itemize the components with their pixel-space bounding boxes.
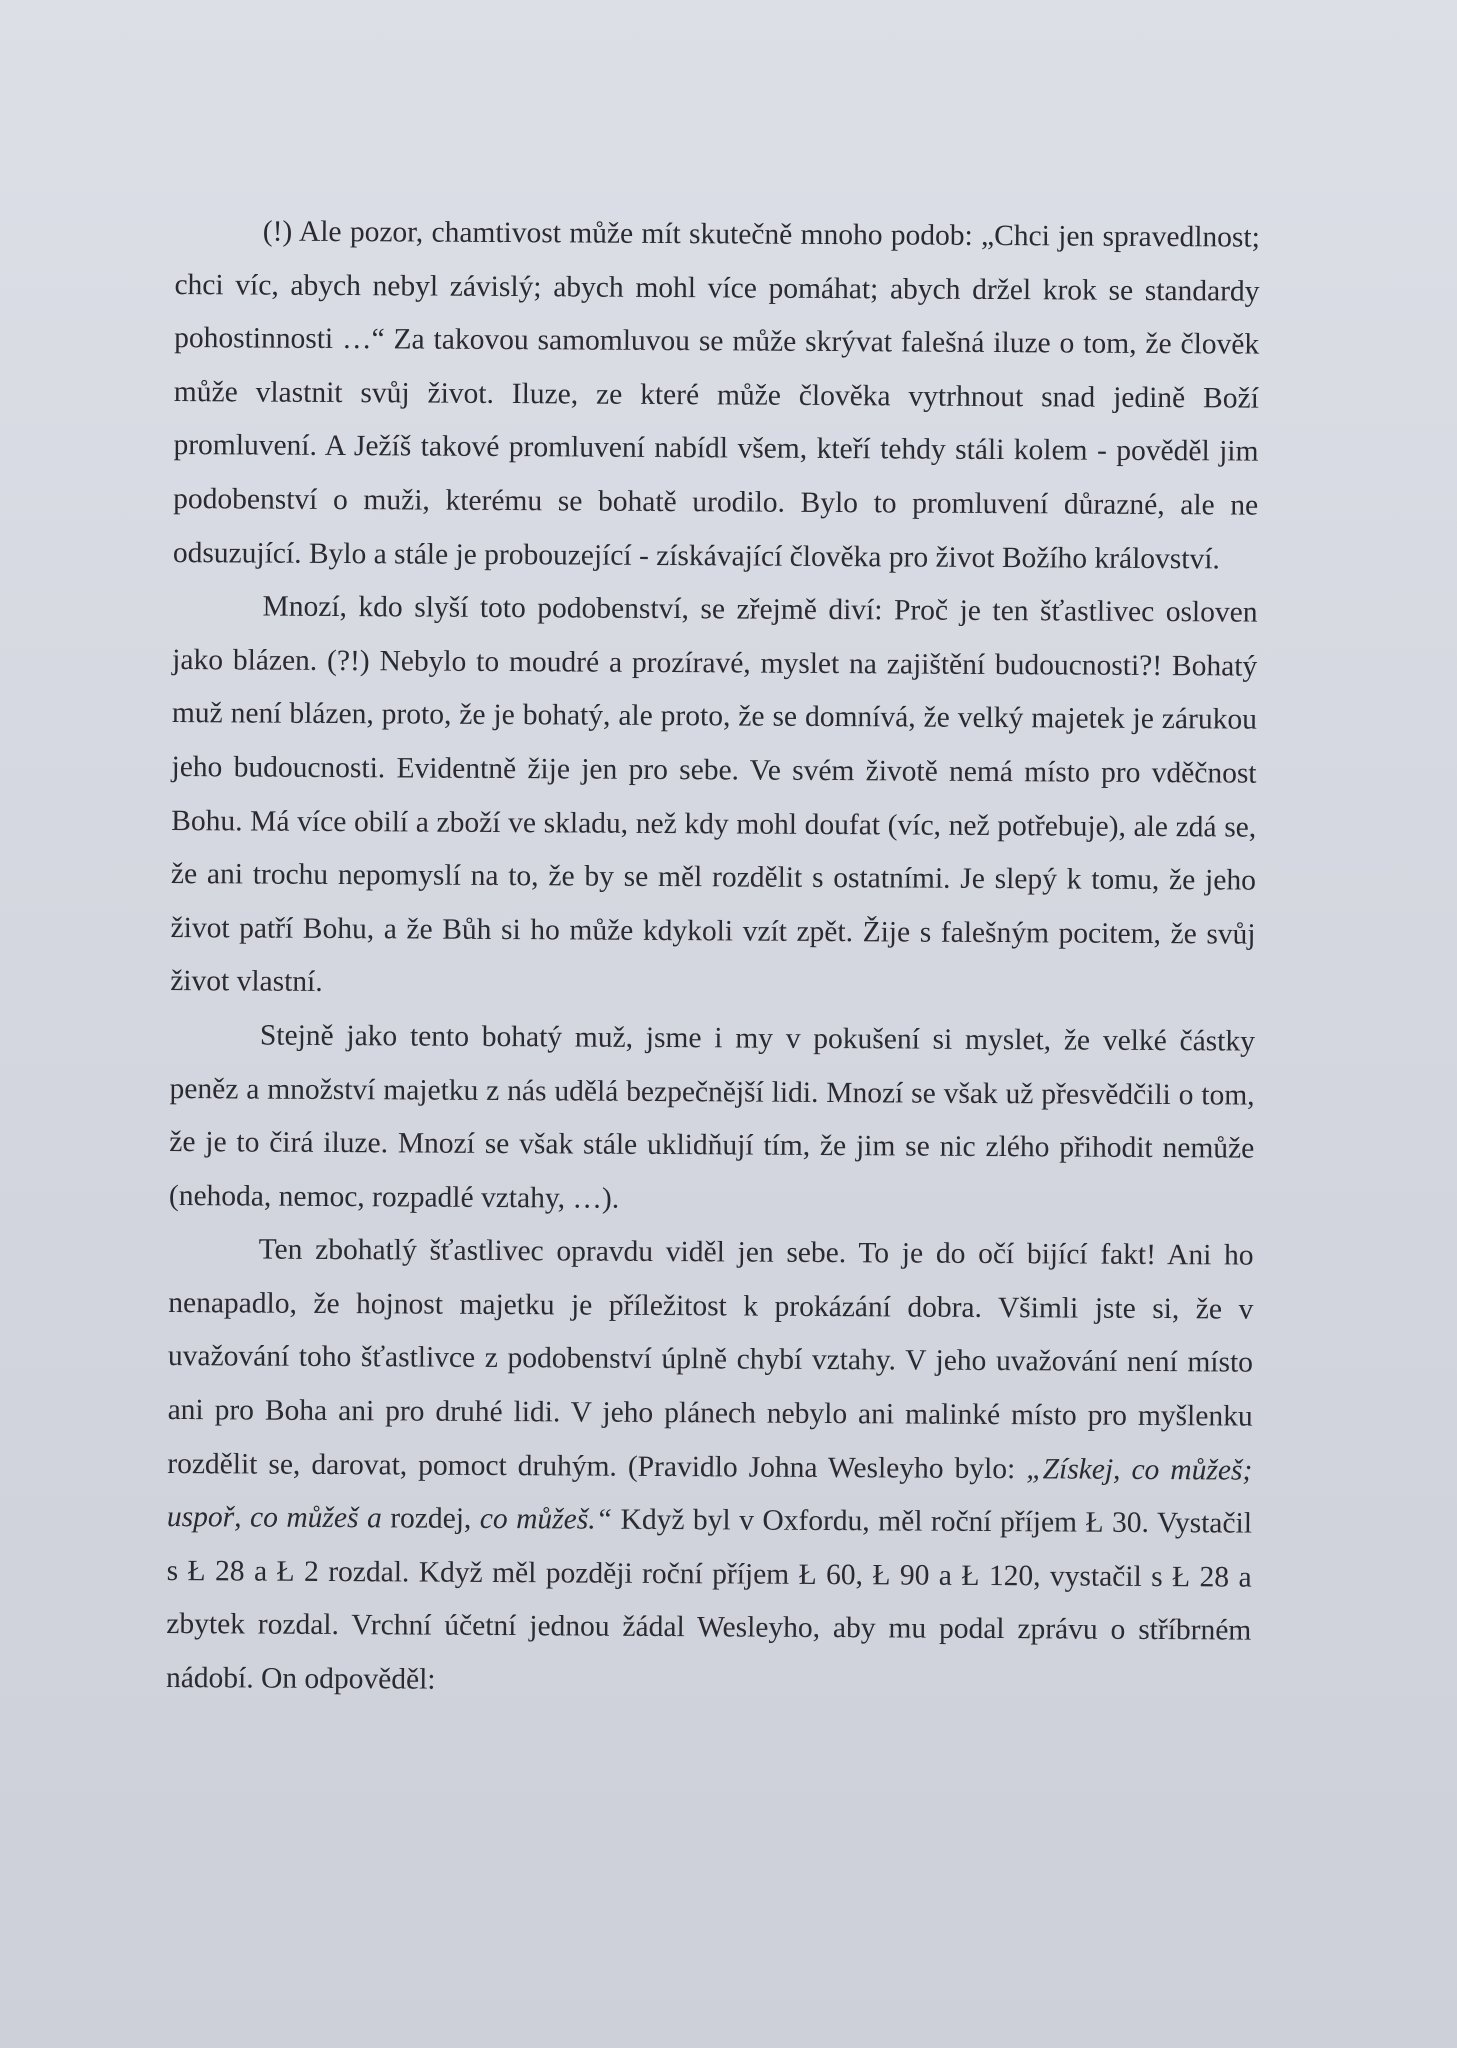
paragraph-1 (173, 205, 1260, 587)
wesley-quote-plain: rozdej, (390, 1502, 480, 1536)
paragraph-3 (169, 1009, 1255, 1230)
paragraph-4-text-a: Ten zbohatlý šťastlivec opravdu viděl jen sebe. To je do očí bijící fakt! Ani ho nenapadlo, že hojnost majetku je příležitost k prokázání dobra. Všimli jste si, že v uvažování toho šťastlivce z podobenství úplně chybí vztahy. V jeho uvažování není místo ani pro Boha ani pro druhé lidi. V jeho plánech nebylo ani malinké místo pro myšlenku rozdělit se, darovat, pomoct druhým. (Pravidlo Johna Wesleyho bylo: (167, 1233, 1254, 1485)
paragraph-2 (170, 580, 1258, 1015)
paragraph-1-text: (!) Ale pozor, chamtivost může mít skutečně mnoho podob: „Chci jen spravedlnost; chci víc, abych nebyl závislý; abych mohl více pomáhat; abych držel krok se standardy pohostinnosti …“ Za takovou samomluvou se může skrývat falešná iluze o tom, že člověk může vlastnit svůj život. Iluze, ze které může člověka vytrhnout snad jedině Boží promluvení. A Ježíš takové promluvení nabídl všem, kteří tehdy stáli kolem - pověděl jim podobenství o muži, kterému se bohatě urodilo. Bylo to promluvení důrazné, ale ne odsuzující. Bylo a stále je probouzející - získávající člověka pro život Božího království. (172, 215, 1260, 575)
paragraph-3-text: Stejně jako tento bohatý muž, jsme i my v pokušení si myslet, že velké částky peněz a množství majetku z nás udělá bezpečnější lidi. Mnozí se však už přesvědčili o tom, že je to čirá iluze. Mnozí se však stále uklidňují tím, že jim se nic zlého přihodit nemůže (nehoda, nemoc, rozpadlé vztahy, …). (168, 1019, 1256, 1215)
document-body (166, 205, 1260, 1712)
paragraph-2-text: Mnozí, kdo slyší toto podobenství, se zřejmě diví: Proč je ten šťastlivec osloven jako blázen. (?!) Nebylo to moudré a prozíravé, myslet na zajištění budoucnosti?! Bohatý muž není blázen, proto, že je bohatý, ale proto, že se domnívá, že velký majetek je zárukou jeho budoucnosti. Evidentně žije jen pro sebe. Ve svém životě nemá místo pro vděčnost Bohu. Má více obilí a zboží ve skladu, než kdy mohl doufat (víc, než potřebuje), ale zdá se, že ani trochu nepomyslí na to, že by se měl rozdělit s ostatními. Je slepý k tomu, že jeho život patří Bohu, a že Bůh si ho může kdykoli vzít zpět. Žije s falešným pocitem, že svůj život vlastní. (170, 590, 1258, 999)
wesley-quote-italic-a: „Získej, co můžeš; uspoř, co můžeš a (166, 1452, 1253, 1535)
paragraph-4 (166, 1223, 1254, 1712)
paragraph-4-text-b: Když byl v Oxfordu, měl roční příjem Ł 30. Vystačil s Ł 28 a Ł 2 rozdal. Když měl později roční příjem Ł 60, Ł 90 a Ł 120, vystačil s Ł 28 a zbytek rozdal. Vrchní účetní jednou žádal Wesleyho, aby mu podal zprávu o stříbrném nádobí. On odpověděl: (165, 1503, 1253, 1696)
wesley-quote-italic-b: co můžeš.“ (479, 1503, 613, 1536)
